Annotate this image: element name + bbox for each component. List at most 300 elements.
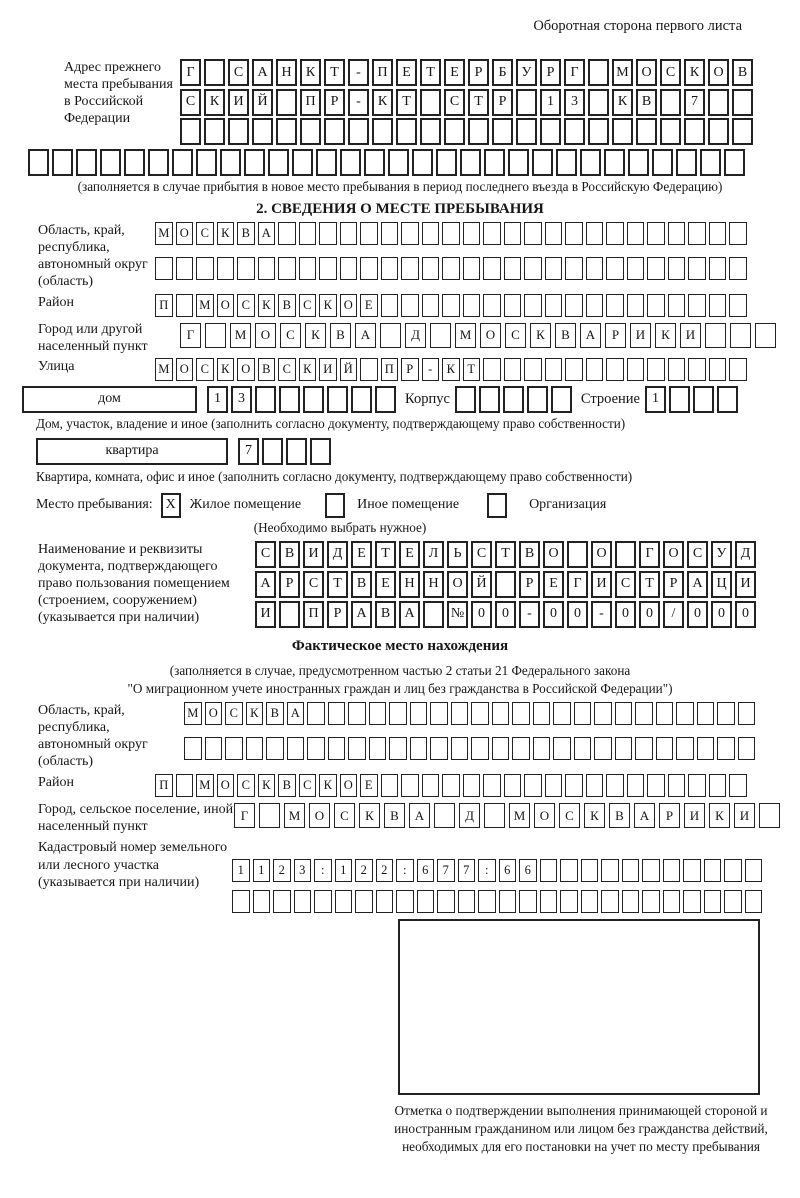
char-cell[interactable] bbox=[410, 737, 428, 760]
char-cell[interactable] bbox=[627, 222, 645, 245]
char-cell[interactable] bbox=[700, 149, 721, 176]
char-cell[interactable] bbox=[724, 890, 742, 913]
char-cell[interactable]: Е bbox=[360, 774, 378, 797]
char-cell[interactable] bbox=[278, 222, 296, 245]
char-cell[interactable] bbox=[442, 257, 460, 280]
char-cell[interactable] bbox=[683, 890, 701, 913]
char-cell[interactable] bbox=[287, 737, 305, 760]
char-cell[interactable] bbox=[396, 890, 414, 913]
char-cell[interactable] bbox=[483, 358, 501, 381]
char-cell[interactable] bbox=[422, 257, 440, 280]
char-cell[interactable]: М bbox=[284, 803, 305, 828]
char-cell[interactable] bbox=[196, 257, 214, 280]
char-cell[interactable] bbox=[729, 257, 747, 280]
char-cell[interactable]: В bbox=[384, 803, 405, 828]
char-cell[interactable]: Ь bbox=[447, 541, 468, 568]
char-cell[interactable]: А bbox=[287, 702, 305, 725]
char-cell[interactable] bbox=[220, 149, 241, 176]
char-cell[interactable] bbox=[729, 774, 747, 797]
char-cell[interactable]: Л bbox=[423, 541, 444, 568]
char-cell[interactable] bbox=[668, 774, 686, 797]
char-cell[interactable] bbox=[335, 890, 353, 913]
char-cell[interactable] bbox=[232, 890, 250, 913]
char-cell[interactable] bbox=[420, 89, 441, 116]
char-cell[interactable]: Р bbox=[540, 59, 561, 86]
char-cell[interactable]: Й bbox=[340, 358, 358, 381]
char-cell[interactable] bbox=[468, 118, 489, 145]
char-cell[interactable] bbox=[586, 222, 604, 245]
char-cell[interactable] bbox=[709, 222, 727, 245]
char-cell[interactable] bbox=[381, 774, 399, 797]
zhiloe-checkbox[interactable]: X bbox=[161, 493, 181, 518]
char-cell[interactable]: С bbox=[299, 774, 317, 797]
char-cell[interactable]: В bbox=[732, 59, 753, 86]
char-cell[interactable]: - bbox=[519, 601, 540, 628]
char-cell[interactable]: О bbox=[237, 358, 255, 381]
char-cell[interactable]: О bbox=[708, 59, 729, 86]
char-cell[interactable] bbox=[355, 890, 373, 913]
char-cell[interactable]: 7 bbox=[684, 89, 705, 116]
char-cell[interactable]: И bbox=[319, 358, 337, 381]
char-cell[interactable]: Д bbox=[327, 541, 348, 568]
char-cell[interactable] bbox=[564, 118, 585, 145]
char-cell[interactable] bbox=[389, 737, 407, 760]
char-cell[interactable] bbox=[479, 386, 500, 413]
char-cell[interactable] bbox=[508, 149, 529, 176]
char-cell[interactable]: 1 bbox=[335, 859, 353, 882]
char-cell[interactable] bbox=[668, 222, 686, 245]
char-cell[interactable] bbox=[524, 257, 542, 280]
char-cell[interactable] bbox=[588, 59, 609, 86]
char-cell[interactable] bbox=[460, 149, 481, 176]
char-cell[interactable]: В bbox=[258, 358, 276, 381]
char-cell[interactable] bbox=[516, 118, 537, 145]
char-cell[interactable] bbox=[647, 358, 665, 381]
char-cell[interactable]: И bbox=[228, 89, 249, 116]
char-cell[interactable]: С bbox=[303, 571, 324, 598]
char-cell[interactable]: О bbox=[217, 294, 235, 317]
char-cell[interactable] bbox=[228, 118, 249, 145]
char-cell[interactable]: Е bbox=[375, 571, 396, 598]
char-cell[interactable] bbox=[504, 294, 522, 317]
char-cell[interactable] bbox=[252, 118, 273, 145]
char-cell[interactable]: А bbox=[255, 571, 276, 598]
char-cell[interactable] bbox=[266, 737, 284, 760]
char-cell[interactable] bbox=[278, 257, 296, 280]
char-cell[interactable] bbox=[410, 702, 428, 725]
char-cell[interactable] bbox=[401, 774, 419, 797]
char-cell[interactable] bbox=[176, 294, 194, 317]
char-cell[interactable]: Ц bbox=[711, 571, 732, 598]
char-cell[interactable]: В bbox=[555, 323, 576, 348]
char-cell[interactable] bbox=[574, 737, 592, 760]
char-cell[interactable] bbox=[360, 222, 378, 245]
char-cell[interactable] bbox=[316, 149, 337, 176]
char-cell[interactable]: В bbox=[609, 803, 630, 828]
char-cell[interactable] bbox=[565, 774, 583, 797]
char-cell[interactable] bbox=[237, 257, 255, 280]
char-cell[interactable] bbox=[381, 222, 399, 245]
char-cell[interactable]: С bbox=[280, 323, 301, 348]
char-cell[interactable] bbox=[492, 702, 510, 725]
char-cell[interactable] bbox=[389, 702, 407, 725]
char-cell[interactable] bbox=[732, 118, 753, 145]
char-cell[interactable] bbox=[545, 222, 563, 245]
char-cell[interactable] bbox=[708, 118, 729, 145]
char-cell[interactable]: М bbox=[455, 323, 476, 348]
char-cell[interactable] bbox=[303, 386, 324, 413]
char-cell[interactable] bbox=[688, 257, 706, 280]
char-cell[interactable] bbox=[565, 294, 583, 317]
char-cell[interactable] bbox=[663, 859, 681, 882]
char-cell[interactable]: 0 bbox=[735, 601, 756, 628]
char-cell[interactable] bbox=[504, 222, 522, 245]
char-cell[interactable]: Е bbox=[444, 59, 465, 86]
char-cell[interactable]: П bbox=[381, 358, 399, 381]
char-cell[interactable] bbox=[627, 294, 645, 317]
char-cell[interactable] bbox=[276, 118, 297, 145]
char-cell[interactable] bbox=[504, 358, 522, 381]
char-cell[interactable] bbox=[588, 89, 609, 116]
char-cell[interactable] bbox=[729, 222, 747, 245]
char-cell[interactable]: Б bbox=[492, 59, 513, 86]
char-cell[interactable] bbox=[606, 294, 624, 317]
char-cell[interactable]: 0 bbox=[567, 601, 588, 628]
char-cell[interactable] bbox=[560, 859, 578, 882]
char-cell[interactable]: С bbox=[255, 541, 276, 568]
char-cell[interactable] bbox=[676, 702, 694, 725]
char-cell[interactable]: И bbox=[591, 571, 612, 598]
char-cell[interactable] bbox=[668, 358, 686, 381]
char-cell[interactable] bbox=[436, 149, 457, 176]
char-cell[interactable]: Р bbox=[279, 571, 300, 598]
char-cell[interactable]: В bbox=[519, 541, 540, 568]
char-cell[interactable] bbox=[463, 257, 481, 280]
char-cell[interactable]: К bbox=[204, 89, 225, 116]
char-cell[interactable] bbox=[676, 149, 697, 176]
char-cell[interactable]: Д bbox=[405, 323, 426, 348]
char-cell[interactable] bbox=[704, 859, 722, 882]
char-cell[interactable] bbox=[656, 737, 674, 760]
char-cell[interactable] bbox=[627, 257, 645, 280]
char-cell[interactable]: 2 bbox=[355, 859, 373, 882]
char-cell[interactable] bbox=[76, 149, 97, 176]
char-cell[interactable] bbox=[401, 222, 419, 245]
char-cell[interactable]: Г bbox=[180, 323, 201, 348]
char-cell[interactable]: К bbox=[246, 702, 264, 725]
char-cell[interactable] bbox=[669, 386, 690, 413]
char-cell[interactable]: 3 bbox=[294, 859, 312, 882]
char-cell[interactable]: 0 bbox=[543, 601, 564, 628]
char-cell[interactable]: К bbox=[612, 89, 633, 116]
char-cell[interactable] bbox=[627, 774, 645, 797]
char-cell[interactable] bbox=[730, 323, 751, 348]
char-cell[interactable]: И bbox=[680, 323, 701, 348]
char-cell[interactable]: О bbox=[176, 358, 194, 381]
char-cell[interactable] bbox=[504, 257, 522, 280]
char-cell[interactable] bbox=[693, 386, 714, 413]
char-cell[interactable]: В bbox=[351, 571, 372, 598]
char-cell[interactable] bbox=[656, 702, 674, 725]
char-cell[interactable] bbox=[307, 737, 325, 760]
char-cell[interactable] bbox=[484, 803, 505, 828]
char-cell[interactable] bbox=[533, 737, 551, 760]
char-cell[interactable] bbox=[422, 222, 440, 245]
char-cell[interactable]: К bbox=[319, 294, 337, 317]
char-cell[interactable]: Д bbox=[735, 541, 756, 568]
char-cell[interactable] bbox=[647, 774, 665, 797]
char-cell[interactable] bbox=[434, 803, 455, 828]
char-cell[interactable] bbox=[738, 737, 756, 760]
char-cell[interactable] bbox=[697, 737, 715, 760]
char-cell[interactable] bbox=[28, 149, 49, 176]
char-cell[interactable]: Г bbox=[564, 59, 585, 86]
char-cell[interactable]: В bbox=[266, 702, 284, 725]
char-cell[interactable] bbox=[483, 222, 501, 245]
char-cell[interactable] bbox=[586, 294, 604, 317]
char-cell[interactable] bbox=[483, 294, 501, 317]
char-cell[interactable] bbox=[545, 257, 563, 280]
char-cell[interactable]: М bbox=[612, 59, 633, 86]
char-cell[interactable] bbox=[533, 702, 551, 725]
char-cell[interactable]: О bbox=[255, 323, 276, 348]
char-cell[interactable]: Т bbox=[375, 541, 396, 568]
char-cell[interactable] bbox=[553, 737, 571, 760]
char-cell[interactable]: А bbox=[351, 601, 372, 628]
char-cell[interactable] bbox=[300, 118, 321, 145]
char-cell[interactable]: Р bbox=[492, 89, 513, 116]
char-cell[interactable] bbox=[176, 774, 194, 797]
char-cell[interactable]: : bbox=[396, 859, 414, 882]
char-cell[interactable]: У bbox=[711, 541, 732, 568]
char-cell[interactable] bbox=[606, 257, 624, 280]
char-cell[interactable]: М bbox=[509, 803, 530, 828]
char-cell[interactable]: К bbox=[319, 774, 337, 797]
char-cell[interactable] bbox=[759, 803, 780, 828]
char-cell[interactable] bbox=[683, 859, 701, 882]
char-cell[interactable]: М bbox=[155, 222, 173, 245]
char-cell[interactable] bbox=[430, 323, 451, 348]
char-cell[interactable]: И bbox=[255, 601, 276, 628]
char-cell[interactable]: А bbox=[687, 571, 708, 598]
char-cell[interactable] bbox=[340, 222, 358, 245]
char-cell[interactable]: П bbox=[303, 601, 324, 628]
char-cell[interactable]: И bbox=[734, 803, 755, 828]
char-cell[interactable] bbox=[348, 702, 366, 725]
char-cell[interactable] bbox=[412, 149, 433, 176]
char-cell[interactable]: Т bbox=[639, 571, 660, 598]
char-cell[interactable]: И bbox=[735, 571, 756, 598]
char-cell[interactable] bbox=[273, 890, 291, 913]
char-cell[interactable] bbox=[627, 358, 645, 381]
char-cell[interactable]: 1 bbox=[540, 89, 561, 116]
char-cell[interactable] bbox=[148, 149, 169, 176]
char-cell[interactable]: С bbox=[334, 803, 355, 828]
char-cell[interactable] bbox=[532, 149, 553, 176]
char-cell[interactable]: К bbox=[372, 89, 393, 116]
char-cell[interactable] bbox=[684, 118, 705, 145]
char-cell[interactable] bbox=[253, 890, 271, 913]
char-cell[interactable] bbox=[606, 774, 624, 797]
char-cell[interactable] bbox=[340, 149, 361, 176]
char-cell[interactable] bbox=[738, 702, 756, 725]
char-cell[interactable]: А bbox=[634, 803, 655, 828]
char-cell[interactable] bbox=[540, 118, 561, 145]
char-cell[interactable]: Г bbox=[234, 803, 255, 828]
char-cell[interactable] bbox=[551, 386, 572, 413]
char-cell[interactable]: М bbox=[155, 358, 173, 381]
char-cell[interactable] bbox=[204, 59, 225, 86]
char-cell[interactable]: К bbox=[217, 358, 235, 381]
char-cell[interactable] bbox=[652, 149, 673, 176]
char-cell[interactable]: 7 bbox=[238, 438, 259, 465]
char-cell[interactable] bbox=[255, 386, 276, 413]
char-cell[interactable]: А bbox=[399, 601, 420, 628]
char-cell[interactable]: Т bbox=[420, 59, 441, 86]
char-cell[interactable] bbox=[709, 294, 727, 317]
char-cell[interactable] bbox=[540, 859, 558, 882]
char-cell[interactable]: Т bbox=[495, 541, 516, 568]
char-cell[interactable] bbox=[574, 702, 592, 725]
char-cell[interactable]: К bbox=[299, 358, 317, 381]
char-cell[interactable] bbox=[176, 257, 194, 280]
char-cell[interactable] bbox=[708, 89, 729, 116]
char-cell[interactable] bbox=[172, 149, 193, 176]
char-cell[interactable] bbox=[492, 737, 510, 760]
char-cell[interactable]: В bbox=[636, 89, 657, 116]
char-cell[interactable]: М bbox=[196, 294, 214, 317]
char-cell[interactable]: Е bbox=[399, 541, 420, 568]
char-cell[interactable]: О bbox=[340, 774, 358, 797]
char-cell[interactable] bbox=[647, 257, 665, 280]
char-cell[interactable] bbox=[504, 774, 522, 797]
char-cell[interactable] bbox=[258, 257, 276, 280]
char-cell[interactable] bbox=[688, 774, 706, 797]
char-cell[interactable]: О bbox=[480, 323, 501, 348]
char-cell[interactable]: О bbox=[176, 222, 194, 245]
char-cell[interactable] bbox=[615, 702, 633, 725]
char-cell[interactable]: С bbox=[196, 358, 214, 381]
char-cell[interactable] bbox=[430, 737, 448, 760]
char-cell[interactable] bbox=[755, 323, 776, 348]
char-cell[interactable] bbox=[396, 118, 417, 145]
char-cell[interactable] bbox=[588, 118, 609, 145]
char-cell[interactable]: В bbox=[330, 323, 351, 348]
char-cell[interactable]: С bbox=[299, 294, 317, 317]
char-cell[interactable]: С bbox=[660, 59, 681, 86]
char-cell[interactable] bbox=[660, 118, 681, 145]
char-cell[interactable]: Р bbox=[519, 571, 540, 598]
char-cell[interactable] bbox=[604, 149, 625, 176]
char-cell[interactable]: О bbox=[217, 774, 235, 797]
char-cell[interactable]: 1 bbox=[232, 859, 250, 882]
char-cell[interactable]: 0 bbox=[711, 601, 732, 628]
char-cell[interactable] bbox=[729, 358, 747, 381]
char-cell[interactable] bbox=[471, 702, 489, 725]
char-cell[interactable] bbox=[381, 294, 399, 317]
char-cell[interactable] bbox=[524, 358, 542, 381]
char-cell[interactable]: 6 bbox=[417, 859, 435, 882]
char-cell[interactable]: № bbox=[447, 601, 468, 628]
char-cell[interactable] bbox=[553, 702, 571, 725]
char-cell[interactable] bbox=[205, 323, 226, 348]
char-cell[interactable] bbox=[364, 149, 385, 176]
char-cell[interactable] bbox=[319, 257, 337, 280]
char-cell[interactable]: С bbox=[237, 294, 255, 317]
char-cell[interactable]: Т bbox=[327, 571, 348, 598]
char-cell[interactable] bbox=[688, 294, 706, 317]
char-cell[interactable] bbox=[635, 702, 653, 725]
char-cell[interactable] bbox=[660, 89, 681, 116]
char-cell[interactable] bbox=[423, 601, 444, 628]
char-cell[interactable] bbox=[324, 118, 345, 145]
char-cell[interactable] bbox=[422, 294, 440, 317]
char-cell[interactable] bbox=[52, 149, 73, 176]
char-cell[interactable] bbox=[276, 89, 297, 116]
char-cell[interactable] bbox=[401, 257, 419, 280]
char-cell[interactable] bbox=[642, 890, 660, 913]
char-cell[interactable]: 0 bbox=[495, 601, 516, 628]
char-cell[interactable]: И bbox=[684, 803, 705, 828]
char-cell[interactable]: О bbox=[663, 541, 684, 568]
char-cell[interactable]: К bbox=[530, 323, 551, 348]
char-cell[interactable] bbox=[581, 890, 599, 913]
char-cell[interactable] bbox=[724, 859, 742, 882]
char-cell[interactable]: Н bbox=[399, 571, 420, 598]
char-cell[interactable]: - bbox=[348, 59, 369, 86]
char-cell[interactable]: Е bbox=[396, 59, 417, 86]
char-cell[interactable] bbox=[545, 358, 563, 381]
char-cell[interactable]: О bbox=[591, 541, 612, 568]
char-cell[interactable] bbox=[259, 803, 280, 828]
char-cell[interactable]: Н bbox=[276, 59, 297, 86]
char-cell[interactable] bbox=[705, 323, 726, 348]
char-cell[interactable] bbox=[628, 149, 649, 176]
char-cell[interactable]: С bbox=[278, 358, 296, 381]
char-cell[interactable] bbox=[348, 118, 369, 145]
char-cell[interactable] bbox=[512, 702, 530, 725]
char-cell[interactable] bbox=[155, 257, 173, 280]
char-cell[interactable]: 6 bbox=[519, 859, 537, 882]
char-cell[interactable] bbox=[381, 257, 399, 280]
char-cell[interactable] bbox=[709, 358, 727, 381]
char-cell[interactable] bbox=[299, 222, 317, 245]
char-cell[interactable] bbox=[527, 386, 548, 413]
char-cell[interactable]: С bbox=[559, 803, 580, 828]
char-cell[interactable]: С bbox=[687, 541, 708, 568]
char-cell[interactable]: 2 bbox=[376, 859, 394, 882]
char-cell[interactable] bbox=[442, 774, 460, 797]
char-cell[interactable] bbox=[615, 541, 636, 568]
char-cell[interactable] bbox=[268, 149, 289, 176]
char-cell[interactable]: - bbox=[422, 358, 440, 381]
char-cell[interactable]: 6 bbox=[499, 859, 517, 882]
char-cell[interactable]: Й bbox=[252, 89, 273, 116]
char-cell[interactable] bbox=[594, 737, 612, 760]
char-cell[interactable]: 3 bbox=[231, 386, 252, 413]
char-cell[interactable] bbox=[697, 702, 715, 725]
char-cell[interactable]: К bbox=[300, 59, 321, 86]
char-cell[interactable] bbox=[556, 149, 577, 176]
char-cell[interactable]: / bbox=[663, 601, 684, 628]
char-cell[interactable] bbox=[580, 149, 601, 176]
char-cell[interactable]: Р bbox=[663, 571, 684, 598]
char-cell[interactable] bbox=[635, 737, 653, 760]
char-cell[interactable] bbox=[328, 702, 346, 725]
char-cell[interactable]: Г bbox=[567, 571, 588, 598]
char-cell[interactable]: Р bbox=[324, 89, 345, 116]
char-cell[interactable]: К bbox=[709, 803, 730, 828]
